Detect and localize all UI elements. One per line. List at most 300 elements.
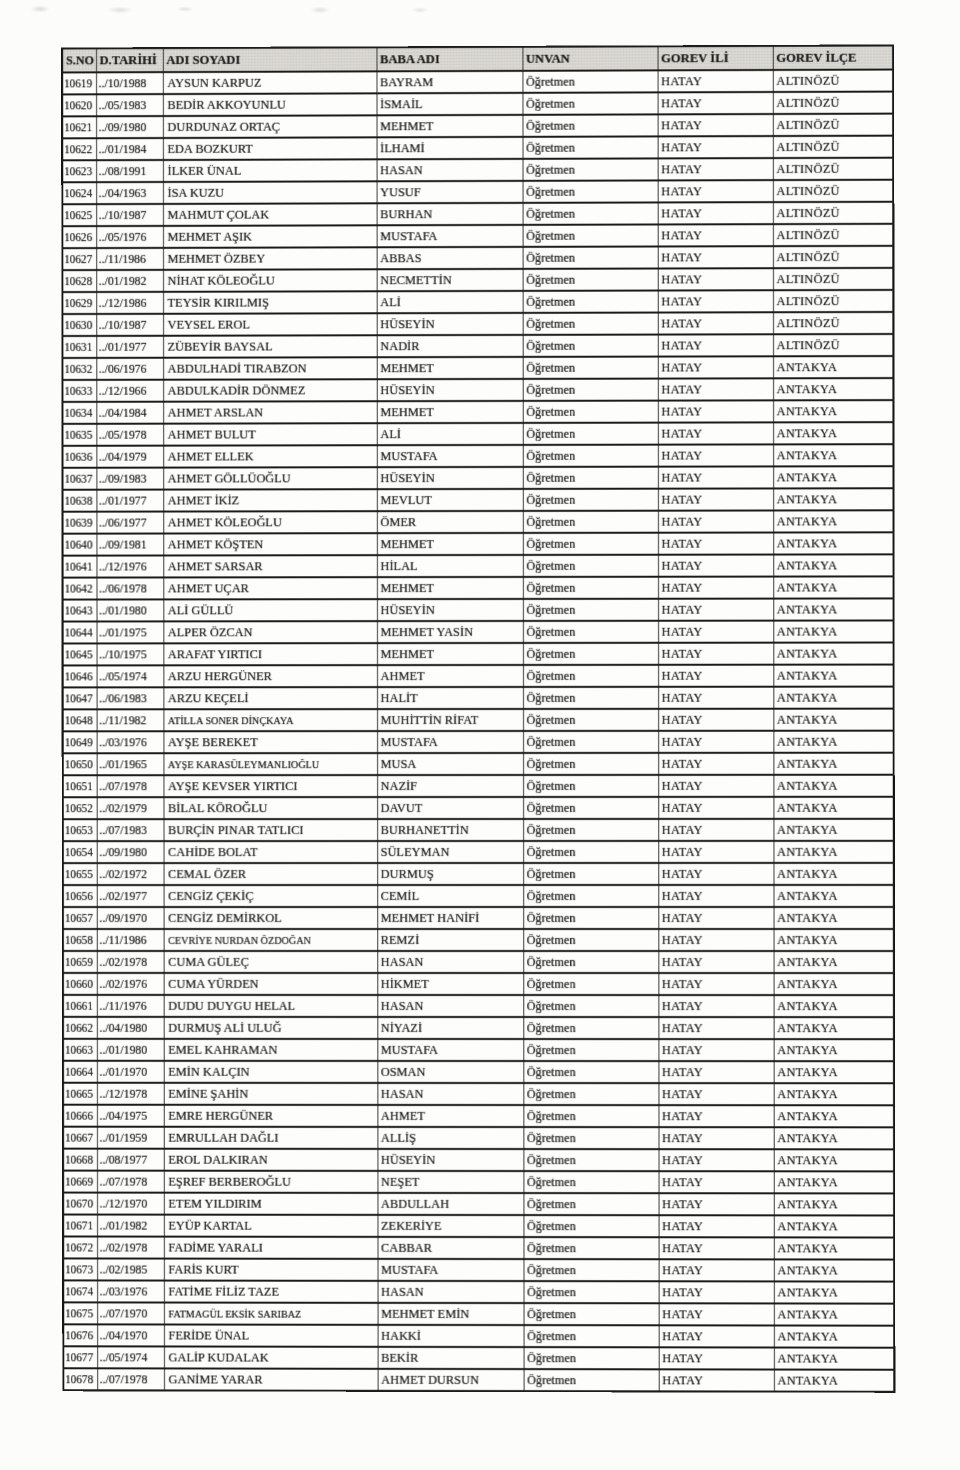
cell-text: MEHMET xyxy=(380,118,434,133)
cell-text: HATAY xyxy=(661,1130,703,1145)
cell-no xyxy=(63,929,97,951)
cell-title xyxy=(523,1259,658,1281)
cell-text: Öğretmen xyxy=(525,118,575,133)
cell-text: ÖMER xyxy=(380,514,417,529)
cell-text: ANTAKYA xyxy=(776,359,838,374)
cell-no xyxy=(62,446,96,468)
cell-text: 10626 xyxy=(64,229,93,244)
cell-no xyxy=(62,116,96,138)
cell-text: ../03/1976 xyxy=(99,1283,148,1299)
cell-text: ../01/1982 xyxy=(98,273,147,288)
cell-name xyxy=(164,1215,378,1237)
cell-text: ANTAKYA xyxy=(777,1064,838,1079)
cell-father xyxy=(377,357,523,379)
cell-text: AHMET SARSAR xyxy=(167,558,263,573)
cell-father xyxy=(377,181,523,203)
cell-date xyxy=(97,1017,164,1039)
table-row xyxy=(63,1324,894,1347)
cell-title xyxy=(524,1325,659,1347)
cell-province xyxy=(658,180,773,202)
cell-father xyxy=(377,1193,523,1215)
cell-name xyxy=(164,1083,378,1105)
cell-date xyxy=(97,885,164,907)
cell-father xyxy=(377,445,523,467)
cell-text: HASAN xyxy=(380,1086,424,1101)
cell-district xyxy=(773,202,893,224)
cell-name xyxy=(164,1303,378,1325)
cell-text: HATAY xyxy=(661,95,703,110)
cell-text: CEVRİYE NURDAN ÖZDOĞAN xyxy=(168,935,312,947)
cell-text: ../07/1978 xyxy=(99,1371,148,1386)
table-row xyxy=(63,929,894,951)
cell-province xyxy=(658,356,773,378)
table-row xyxy=(63,819,894,841)
cell-title xyxy=(523,797,658,819)
cell-name xyxy=(163,511,377,533)
cell-text: Öğretmen xyxy=(526,1130,576,1145)
cell-text: HATAY xyxy=(662,1196,703,1211)
column-header-no xyxy=(62,48,96,72)
cell-father xyxy=(377,973,523,995)
cell-text: ../01/1980 xyxy=(99,1042,148,1057)
cell-text: Öğretmen xyxy=(526,756,576,771)
cell-no xyxy=(62,72,96,94)
table-row xyxy=(62,444,893,468)
cell-province xyxy=(659,1347,774,1369)
cell-father xyxy=(377,709,523,731)
cell-text: Öğretmen xyxy=(526,1262,576,1277)
cell-text: Öğretmen xyxy=(526,580,576,595)
cell-father xyxy=(377,731,523,753)
cell-district xyxy=(773,268,893,290)
cell-date xyxy=(96,160,163,182)
cell-title xyxy=(524,1369,659,1391)
cell-text: ANTAKYA xyxy=(776,579,838,595)
cell-date xyxy=(96,490,163,512)
cell-text: Öğretmen xyxy=(526,712,576,727)
cell-district xyxy=(773,709,893,731)
cell-text: ../02/1985 xyxy=(99,1261,148,1277)
cell-province xyxy=(658,444,773,466)
cell-district xyxy=(773,841,893,863)
cell-text: ../09/1983 xyxy=(98,471,147,486)
table-row xyxy=(63,775,894,797)
cell-text: ../04/1970 xyxy=(99,1327,148,1342)
cell-father xyxy=(378,1281,524,1303)
cell-province xyxy=(658,555,773,577)
cell-text: AYŞE KARASÜLEYMANLIOĞLU xyxy=(167,759,320,771)
cell-text: Öğretmen xyxy=(526,360,575,375)
cell-text: Öğretmen xyxy=(526,1152,576,1167)
table-row xyxy=(63,1215,894,1238)
cell-text: HATAY xyxy=(661,381,703,397)
cell-text: ANTAKYA xyxy=(777,932,838,947)
cell-father xyxy=(377,1017,523,1039)
table-row xyxy=(63,841,894,863)
column-header-label: ADI SOYADI xyxy=(166,52,241,67)
cell-text: ../02/1979 xyxy=(99,800,147,815)
cell-district xyxy=(774,1061,894,1083)
cell-province xyxy=(658,1061,773,1083)
cell-name xyxy=(164,841,378,863)
personnel-table xyxy=(61,44,895,1392)
cell-text: HATAY xyxy=(661,734,703,749)
cell-father xyxy=(378,1325,524,1347)
cell-text: ABDULLAH xyxy=(380,1196,450,1211)
cell-text: BURÇİN PINAR TATLICI xyxy=(167,822,304,837)
cell-name xyxy=(163,291,377,314)
cell-text: 10677 xyxy=(65,1349,94,1364)
table-row xyxy=(63,687,894,710)
cell-district xyxy=(774,929,894,951)
cell-date xyxy=(96,555,163,577)
cell-text: ../06/1983 xyxy=(99,690,147,705)
cell-text: ANTAKYA xyxy=(777,954,838,969)
cell-text: ANTAKYA xyxy=(777,910,838,925)
cell-no xyxy=(62,248,96,270)
cell-province xyxy=(658,775,773,797)
cell-province xyxy=(658,290,773,312)
cell-name xyxy=(163,643,377,665)
cell-province xyxy=(658,92,773,114)
cell-text: ANTAKYA xyxy=(777,1328,838,1344)
cell-text: İSA KUZU xyxy=(167,185,225,200)
cell-father xyxy=(378,1259,524,1281)
cell-province xyxy=(658,753,773,775)
cell-text: ../01/1959 xyxy=(99,1130,148,1145)
cell-text: Öğretmen xyxy=(526,1240,576,1255)
table-row xyxy=(63,731,894,754)
cell-text: ANTAKYA xyxy=(776,822,838,837)
cell-title xyxy=(523,929,658,951)
cell-father xyxy=(377,885,523,907)
cell-province xyxy=(658,136,773,158)
cell-text: HATAY xyxy=(661,359,703,375)
cell-text: 10623 xyxy=(64,163,93,178)
cell-date xyxy=(97,1083,164,1105)
cell-text: ../05/1974 xyxy=(99,668,147,683)
cell-district xyxy=(774,1193,894,1215)
cell-text: HATAY xyxy=(661,205,703,220)
cell-text: HATAY xyxy=(661,690,703,705)
cell-text: HÜSEYİN xyxy=(380,602,435,617)
cell-district xyxy=(773,290,893,312)
cell-name xyxy=(164,1149,378,1171)
cell-province xyxy=(659,1303,774,1325)
cell-text: ANTAKYA xyxy=(777,976,838,991)
cell-title xyxy=(523,709,658,731)
cell-text: ZEKERİYE xyxy=(380,1218,442,1233)
cell-father xyxy=(377,841,523,863)
cell-father xyxy=(377,137,523,159)
cell-text: HATAY xyxy=(661,866,703,881)
cell-father xyxy=(377,907,523,929)
cell-title xyxy=(523,819,658,841)
cell-no xyxy=(62,336,96,358)
cell-no xyxy=(63,1258,97,1280)
cell-father xyxy=(377,1149,523,1171)
cell-title xyxy=(523,357,658,379)
cell-text: HATAY xyxy=(662,1218,704,1233)
cell-district xyxy=(773,620,893,642)
cell-text: AHMET ELLEK xyxy=(167,448,254,464)
cell-district xyxy=(774,1370,894,1392)
cell-name xyxy=(164,1259,378,1281)
cell-district xyxy=(773,466,893,488)
cell-text: FARİS KURT xyxy=(168,1262,239,1277)
cell-text: ALTINÖZÜ xyxy=(776,117,840,132)
cell-text: HATAY xyxy=(661,1020,703,1035)
cell-father xyxy=(377,775,523,797)
table-row xyxy=(62,180,893,205)
cell-province xyxy=(659,1193,774,1215)
cell-text: ANTAKYA xyxy=(776,668,838,683)
cell-text: 10651 xyxy=(65,778,93,793)
cell-date xyxy=(97,731,164,753)
cell-text: ../08/1977 xyxy=(99,1152,148,1167)
cell-text: HAKKİ xyxy=(381,1328,421,1343)
cell-district xyxy=(773,598,893,620)
cell-text: Öğretmen xyxy=(527,1350,576,1365)
cell-text: ../01/1975 xyxy=(99,624,147,639)
cell-province xyxy=(658,466,773,488)
cell-text: 10659 xyxy=(65,954,94,969)
cell-text: ARZU KEÇELİ xyxy=(167,690,249,705)
cell-title xyxy=(523,269,658,291)
cell-date xyxy=(97,1324,164,1346)
cell-father xyxy=(377,1039,523,1061)
cell-title xyxy=(523,158,658,180)
cell-text: 10670 xyxy=(65,1196,94,1211)
cell-text: ANTAKYA xyxy=(777,1042,838,1057)
cell-text: OSMAN xyxy=(380,1064,426,1079)
cell-date xyxy=(97,841,164,863)
cell-text: ALTINÖZÜ xyxy=(776,183,840,198)
cell-text: MUHİTTİN RİFAT xyxy=(380,712,479,727)
cell-text: MAHMUT ÇOLAK xyxy=(167,207,270,222)
cell-title xyxy=(523,202,658,224)
cell-text: ABBAS xyxy=(380,250,422,265)
cell-text: NADİR xyxy=(380,338,420,353)
table-row xyxy=(63,1193,894,1216)
cell-text: ANTAKYA xyxy=(777,1373,838,1388)
cell-text: MEHMET AŞIK xyxy=(167,229,253,244)
cell-title xyxy=(523,687,658,709)
cell-text: HATAY xyxy=(661,778,703,793)
cell-text: HATAY xyxy=(661,976,703,991)
cell-text: ANTAKYA xyxy=(776,381,838,396)
table-row xyxy=(63,488,894,511)
cell-text: HATAY xyxy=(662,1284,704,1299)
cell-text: MEHMET YASİN xyxy=(380,624,474,639)
cell-text: HATAY xyxy=(661,293,703,309)
cell-text: Öğretmen xyxy=(526,734,576,749)
cell-text: HİLAL xyxy=(380,558,418,573)
cell-text: HATAY xyxy=(661,1086,703,1101)
cell-text: HATAY xyxy=(662,1262,704,1277)
cell-text: AHMET İKİZ xyxy=(167,492,240,508)
cell-text: Öğretmen xyxy=(527,1306,576,1321)
cell-text: HÜSEYİN xyxy=(380,1152,436,1167)
cell-name xyxy=(163,709,377,731)
cell-text: CEMİL xyxy=(380,888,420,903)
cell-text: HATAY xyxy=(661,712,703,727)
cell-father xyxy=(377,621,523,643)
cell-text: ALTINÖZÜ xyxy=(776,227,840,242)
cell-text: HATAY xyxy=(661,73,703,88)
cell-text: ALTINÖZÜ xyxy=(776,95,840,110)
cell-text: 10645 xyxy=(64,646,93,661)
cell-province xyxy=(658,202,773,224)
cell-text: ../12/1978 xyxy=(99,1086,148,1101)
cell-text: ALTINÖZÜ xyxy=(776,161,840,176)
cell-text: İSMAİL xyxy=(379,96,423,111)
cell-date xyxy=(97,1039,164,1061)
table-row xyxy=(62,224,893,248)
cell-text: 10648 xyxy=(64,712,93,727)
cell-text: Öğretmen xyxy=(526,184,575,199)
column-header-label: BABA ADI xyxy=(379,51,440,66)
cell-date xyxy=(97,819,164,841)
cell-name xyxy=(163,687,377,709)
cell-text: MUSTAFA xyxy=(380,228,438,243)
cell-text: YUSUF xyxy=(380,184,421,199)
cell-text: Öğretmen xyxy=(526,910,576,925)
cell-text: ../10/1988 xyxy=(98,75,147,90)
cell-name xyxy=(164,885,378,907)
column-header-label: S.NO xyxy=(66,52,95,67)
cell-title xyxy=(523,379,658,401)
cell-no xyxy=(63,490,97,512)
cell-text: HÜSEYİN xyxy=(380,470,435,485)
cell-name xyxy=(163,181,377,204)
cell-name xyxy=(164,1237,378,1259)
column-header-label: D.TARİHİ xyxy=(99,52,157,67)
cell-text: Öğretmen xyxy=(526,250,575,265)
cell-no xyxy=(63,1083,97,1105)
cell-title xyxy=(522,70,657,92)
cell-date xyxy=(96,270,163,292)
cell-father xyxy=(376,71,522,94)
cell-text: ../01/1982 xyxy=(99,1218,148,1233)
cell-text: ../09/1981 xyxy=(98,537,147,552)
cell-text: ../10/1987 xyxy=(98,317,147,332)
cell-text: 10624 xyxy=(64,185,93,200)
cell-no xyxy=(63,621,97,643)
cell-text: Öğretmen xyxy=(526,602,576,617)
cell-text: ../05/1978 xyxy=(98,427,147,442)
cell-text: AHMET UÇAR xyxy=(167,580,249,595)
table-row xyxy=(63,863,894,885)
cell-district xyxy=(774,973,894,995)
cell-no xyxy=(62,424,96,446)
cell-text: ALTINÖZÜ xyxy=(776,73,840,88)
cell-no xyxy=(63,907,97,929)
cell-title xyxy=(523,1215,658,1237)
cell-father xyxy=(377,1215,523,1237)
cell-text: ANTAKYA xyxy=(777,888,838,903)
cell-province xyxy=(658,224,773,246)
cell-name xyxy=(163,159,377,182)
cell-text: HATAY xyxy=(661,404,703,419)
table-row xyxy=(62,312,893,336)
cell-text: ../01/1977 xyxy=(98,493,147,508)
cell-name xyxy=(164,1281,378,1303)
cell-text: ../07/1978 xyxy=(99,1174,148,1189)
cell-date xyxy=(96,94,163,116)
cell-date xyxy=(97,665,164,687)
cell-date xyxy=(97,797,164,819)
cell-title xyxy=(523,401,658,423)
cell-father xyxy=(377,159,523,181)
cell-province xyxy=(659,1237,774,1259)
cell-father xyxy=(377,269,523,291)
cell-date xyxy=(97,1215,164,1237)
cell-text: ALPER ÖZCAN xyxy=(167,624,253,639)
cell-text: ../06/1978 xyxy=(98,580,147,596)
cell-text: AHMET GÖLLÜOĞLU xyxy=(167,470,291,486)
cell-text: HATAY xyxy=(661,1042,703,1057)
cell-text: ../11/1986 xyxy=(98,251,146,266)
cell-text: HATAY xyxy=(661,1108,703,1123)
cell-father xyxy=(377,797,523,819)
cell-father xyxy=(377,951,523,973)
cell-text: DURDUNAZ ORTAÇ xyxy=(167,119,281,134)
cell-name xyxy=(163,225,377,248)
cell-text: Öğretmen xyxy=(526,404,576,419)
cell-text: ATİLLA SONER DİNÇKAYA xyxy=(167,715,294,727)
cell-date xyxy=(97,687,164,709)
cell-text: GANİME YARAR xyxy=(168,1371,263,1387)
cell-text: ../06/1976 xyxy=(98,361,147,376)
cell-district xyxy=(773,246,893,268)
cell-text: 10621 xyxy=(64,119,93,134)
cell-district xyxy=(774,995,894,1017)
cell-text: AYŞE BEREKET xyxy=(167,734,258,749)
cell-text: Öğretmen xyxy=(526,1218,576,1233)
cell-no xyxy=(63,995,97,1017)
cell-text: MEHMET xyxy=(380,536,435,551)
cell-name xyxy=(164,973,378,995)
cell-text: MUSTAFA xyxy=(380,1042,439,1057)
cell-no xyxy=(63,556,97,578)
cell-province xyxy=(659,1369,774,1391)
cell-title xyxy=(523,643,658,665)
cell-text: 10649 xyxy=(64,734,93,749)
cell-date xyxy=(96,512,163,534)
cell-date xyxy=(96,116,163,138)
cell-date xyxy=(97,1237,164,1259)
table-row xyxy=(63,598,894,621)
cell-name xyxy=(163,203,377,226)
cell-no xyxy=(63,1193,97,1215)
cell-date xyxy=(96,577,163,599)
cell-text: EMİNE ŞAHİN xyxy=(168,1086,249,1101)
cell-district xyxy=(774,1149,894,1171)
column-header-label: UNVAN xyxy=(525,51,570,66)
cell-father xyxy=(377,555,523,577)
table-header-row xyxy=(62,45,893,72)
cell-name xyxy=(163,489,377,511)
cell-date xyxy=(97,1149,164,1171)
cell-no xyxy=(63,1215,97,1237)
cell-name xyxy=(163,555,377,577)
cell-text: Öğretmen xyxy=(526,646,576,661)
cell-no xyxy=(63,775,97,797)
cell-text: İLHAMİ xyxy=(380,140,425,155)
cell-text: Öğretmen xyxy=(526,316,575,331)
cell-name xyxy=(163,599,377,621)
